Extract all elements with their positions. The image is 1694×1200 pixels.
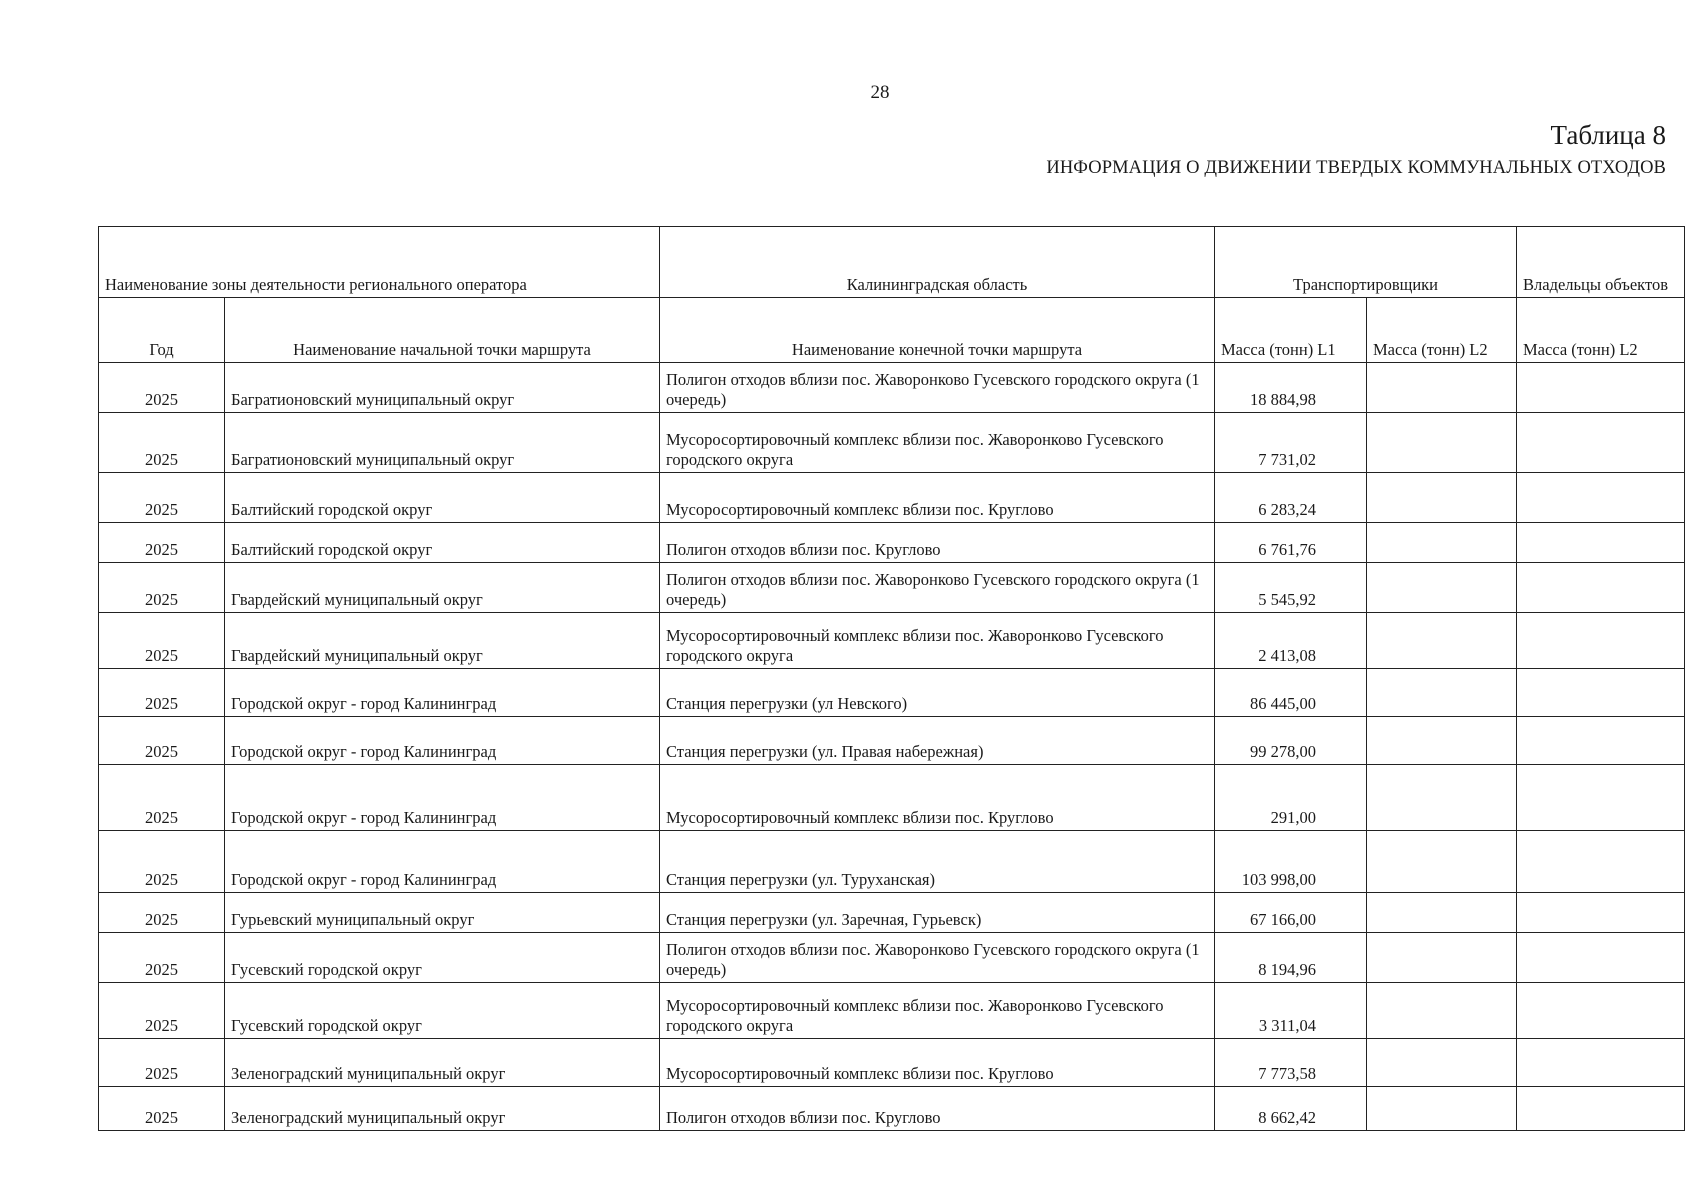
owners-mass-l2-cell bbox=[1517, 473, 1685, 523]
owners-mass-l2-cell bbox=[1517, 933, 1685, 983]
start-point-cell: Гурьевский муниципальный округ bbox=[225, 893, 660, 933]
year-cell: 2025 bbox=[99, 1087, 225, 1131]
mass-l1-cell: 6 761,76 bbox=[1215, 523, 1367, 563]
mass-l1-cell: 103 998,00 bbox=[1215, 831, 1367, 893]
owners-mass-l2-cell bbox=[1517, 717, 1685, 765]
start-point-cell: Багратионовский муниципальный округ bbox=[225, 413, 660, 473]
mass-l2-cell bbox=[1367, 893, 1517, 933]
owners-mass-l2-cell bbox=[1517, 983, 1685, 1039]
end-point-cell: Мусоросортировочный комплекс вблизи пос. Жаворонково Гусевского городского округа bbox=[660, 983, 1215, 1039]
header-row-zone bbox=[99, 227, 1685, 298]
start-point-cell: Зеленоградский муниципальный округ bbox=[225, 1039, 660, 1087]
mass-l2-cell bbox=[1367, 523, 1517, 563]
year-cell: 2025 bbox=[99, 933, 225, 983]
end-point-cell: Полигон отходов вблизи пос. Жаворонково Гусевского городского округа (1 очередь) bbox=[660, 933, 1215, 983]
mass-l2-cell bbox=[1367, 831, 1517, 893]
start-point-cell: Гвардейский муниципальный округ bbox=[225, 563, 660, 613]
table-row bbox=[99, 473, 1685, 523]
end-point-cell: Станция перегрузки (ул. Заречная, Гурьевск) bbox=[660, 893, 1215, 933]
start-point-header: Наименование начальной точки маршрута bbox=[225, 298, 660, 363]
owners-cell: Владельцы объектов bbox=[1517, 227, 1685, 298]
mass-l1-cell: 67 166,00 bbox=[1215, 893, 1367, 933]
end-point-cell: Мусоросортировочный комплекс вблизи пос. Круглово bbox=[660, 765, 1215, 831]
year-cell: 2025 bbox=[99, 1039, 225, 1087]
owners-mass-l2-cell bbox=[1517, 669, 1685, 717]
owners-mass-l2-cell bbox=[1517, 613, 1685, 669]
end-point-cell: Мусоросортировочный комплекс вблизи пос. Круглово bbox=[660, 1039, 1215, 1087]
year-cell: 2025 bbox=[99, 473, 225, 523]
table-row bbox=[99, 765, 1685, 831]
header-row-columns bbox=[99, 298, 1685, 363]
transporters-cell: Транспортировщики bbox=[1215, 227, 1517, 298]
owners-mass-l2-cell bbox=[1517, 413, 1685, 473]
table-row bbox=[99, 717, 1685, 765]
mass-l1-cell: 2 413,08 bbox=[1215, 613, 1367, 669]
waste-movement-table bbox=[98, 226, 1685, 1131]
start-point-cell: Балтийский городской округ bbox=[225, 523, 660, 563]
table-row bbox=[99, 363, 1685, 413]
mass-l1-cell: 99 278,00 bbox=[1215, 717, 1367, 765]
zone-value-cell: Калининградская область bbox=[660, 227, 1215, 298]
start-point-cell: Городской округ - город Калининград bbox=[225, 717, 660, 765]
table-title: ИНФОРМАЦИЯ О ДВИЖЕНИИ ТВЕРДЫХ КОММУНАЛЬНЫХ ОТХОДОВ bbox=[1046, 158, 1666, 178]
owners-mass-l2-cell bbox=[1517, 831, 1685, 893]
year-cell: 2025 bbox=[99, 983, 225, 1039]
year-cell: 2025 bbox=[99, 563, 225, 613]
mass-l2-cell bbox=[1367, 983, 1517, 1039]
table-caption: Таблица 8 bbox=[1550, 120, 1666, 150]
year-cell: 2025 bbox=[99, 523, 225, 563]
year-header: Год bbox=[99, 298, 225, 363]
table-row bbox=[99, 893, 1685, 933]
year-cell: 2025 bbox=[99, 363, 225, 413]
mass-l2-cell bbox=[1367, 613, 1517, 669]
mass-l2-cell bbox=[1367, 363, 1517, 413]
mass-l2-cell bbox=[1367, 413, 1517, 473]
mass-l2-header: Масса (тонн) L2 bbox=[1367, 298, 1517, 363]
start-point-cell: Багратионовский муниципальный округ bbox=[225, 363, 660, 413]
year-cell: 2025 bbox=[99, 831, 225, 893]
owners-mass-l2-cell bbox=[1517, 523, 1685, 563]
end-point-cell: Полигон отходов вблизи пос. Жаворонково Гусевского городского округа (1 очередь) bbox=[660, 363, 1215, 413]
year-cell: 2025 bbox=[99, 613, 225, 669]
owners-mass-l2-cell bbox=[1517, 1039, 1685, 1087]
mass-l2-cell bbox=[1367, 563, 1517, 613]
start-point-cell: Городской округ - город Калининград bbox=[225, 765, 660, 831]
table-row bbox=[99, 983, 1685, 1039]
end-point-cell: Мусоросортировочный комплекс вблизи пос. Жаворонково Гусевского городского округа bbox=[660, 413, 1215, 473]
table-row bbox=[99, 933, 1685, 983]
table-row bbox=[99, 1039, 1685, 1087]
start-point-cell: Гвардейский муниципальный округ bbox=[225, 613, 660, 669]
mass-l1-header: Масса (тонн) L1 bbox=[1215, 298, 1367, 363]
start-point-cell: Зеленоградский муниципальный округ bbox=[225, 1087, 660, 1131]
mass-l1-cell: 6 283,24 bbox=[1215, 473, 1367, 523]
owners-mass-l2-header: Масса (тонн) L2 bbox=[1517, 298, 1685, 363]
mass-l2-cell bbox=[1367, 1087, 1517, 1131]
end-point-cell: Полигон отходов вблизи пос. Жаворонково Гусевского городского округа (1 очередь) bbox=[660, 563, 1215, 613]
page-number: 28 bbox=[870, 82, 890, 103]
mass-l1-cell: 7 773,58 bbox=[1215, 1039, 1367, 1087]
year-cell: 2025 bbox=[99, 893, 225, 933]
zone-label-cell: Наименование зоны деятельности регионального оператора bbox=[99, 227, 660, 298]
start-point-cell: Балтийский городской округ bbox=[225, 473, 660, 523]
mass-l1-cell: 5 545,92 bbox=[1215, 563, 1367, 613]
table-row bbox=[99, 831, 1685, 893]
year-cell: 2025 bbox=[99, 765, 225, 831]
start-point-cell: Гусевский городской округ bbox=[225, 983, 660, 1039]
start-point-cell: Городской округ - город Калининград bbox=[225, 669, 660, 717]
owners-mass-l2-cell bbox=[1517, 893, 1685, 933]
owners-mass-l2-cell bbox=[1517, 1087, 1685, 1131]
table-row bbox=[99, 613, 1685, 669]
owners-mass-l2-cell bbox=[1517, 363, 1685, 413]
end-point-cell: Станция перегрузки (ул Невского) bbox=[660, 669, 1215, 717]
table-row bbox=[99, 523, 1685, 563]
year-cell: 2025 bbox=[99, 669, 225, 717]
mass-l1-cell: 7 731,02 bbox=[1215, 413, 1367, 473]
mass-l2-cell bbox=[1367, 933, 1517, 983]
end-point-cell: Станция перегрузки (ул. Туруханская) bbox=[660, 831, 1215, 893]
mass-l1-cell: 3 311,04 bbox=[1215, 983, 1367, 1039]
year-cell: 2025 bbox=[99, 717, 225, 765]
mass-l2-cell bbox=[1367, 717, 1517, 765]
table-row bbox=[99, 669, 1685, 717]
mass-l2-cell bbox=[1367, 669, 1517, 717]
end-point-cell: Полигон отходов вблизи пос. Круглово bbox=[660, 523, 1215, 563]
mass-l1-cell: 8 662,42 bbox=[1215, 1087, 1367, 1131]
mass-l2-cell bbox=[1367, 765, 1517, 831]
table-row bbox=[99, 413, 1685, 473]
end-point-cell: Станция перегрузки (ул. Правая набережная) bbox=[660, 717, 1215, 765]
start-point-cell: Городской округ - город Калининград bbox=[225, 831, 660, 893]
end-point-cell: Мусоросортировочный комплекс вблизи пос. Круглово bbox=[660, 473, 1215, 523]
year-cell: 2025 bbox=[99, 413, 225, 473]
mass-l2-cell bbox=[1367, 1039, 1517, 1087]
end-point-cell: Мусоросортировочный комплекс вблизи пос. Жаворонково Гусевского городского округа bbox=[660, 613, 1215, 669]
mass-l1-cell: 18 884,98 bbox=[1215, 363, 1367, 413]
table-row bbox=[99, 1087, 1685, 1131]
owners-mass-l2-cell bbox=[1517, 765, 1685, 831]
mass-l1-cell: 291,00 bbox=[1215, 765, 1367, 831]
end-point-header: Наименование конечной точки маршрута bbox=[660, 298, 1215, 363]
mass-l1-cell: 8 194,96 bbox=[1215, 933, 1367, 983]
owners-mass-l2-cell bbox=[1517, 563, 1685, 613]
end-point-cell: Полигон отходов вблизи пос. Круглово bbox=[660, 1087, 1215, 1131]
start-point-cell: Гусевский городской округ bbox=[225, 933, 660, 983]
mass-l2-cell bbox=[1367, 473, 1517, 523]
mass-l1-cell: 86 445,00 bbox=[1215, 669, 1367, 717]
table-row bbox=[99, 563, 1685, 613]
